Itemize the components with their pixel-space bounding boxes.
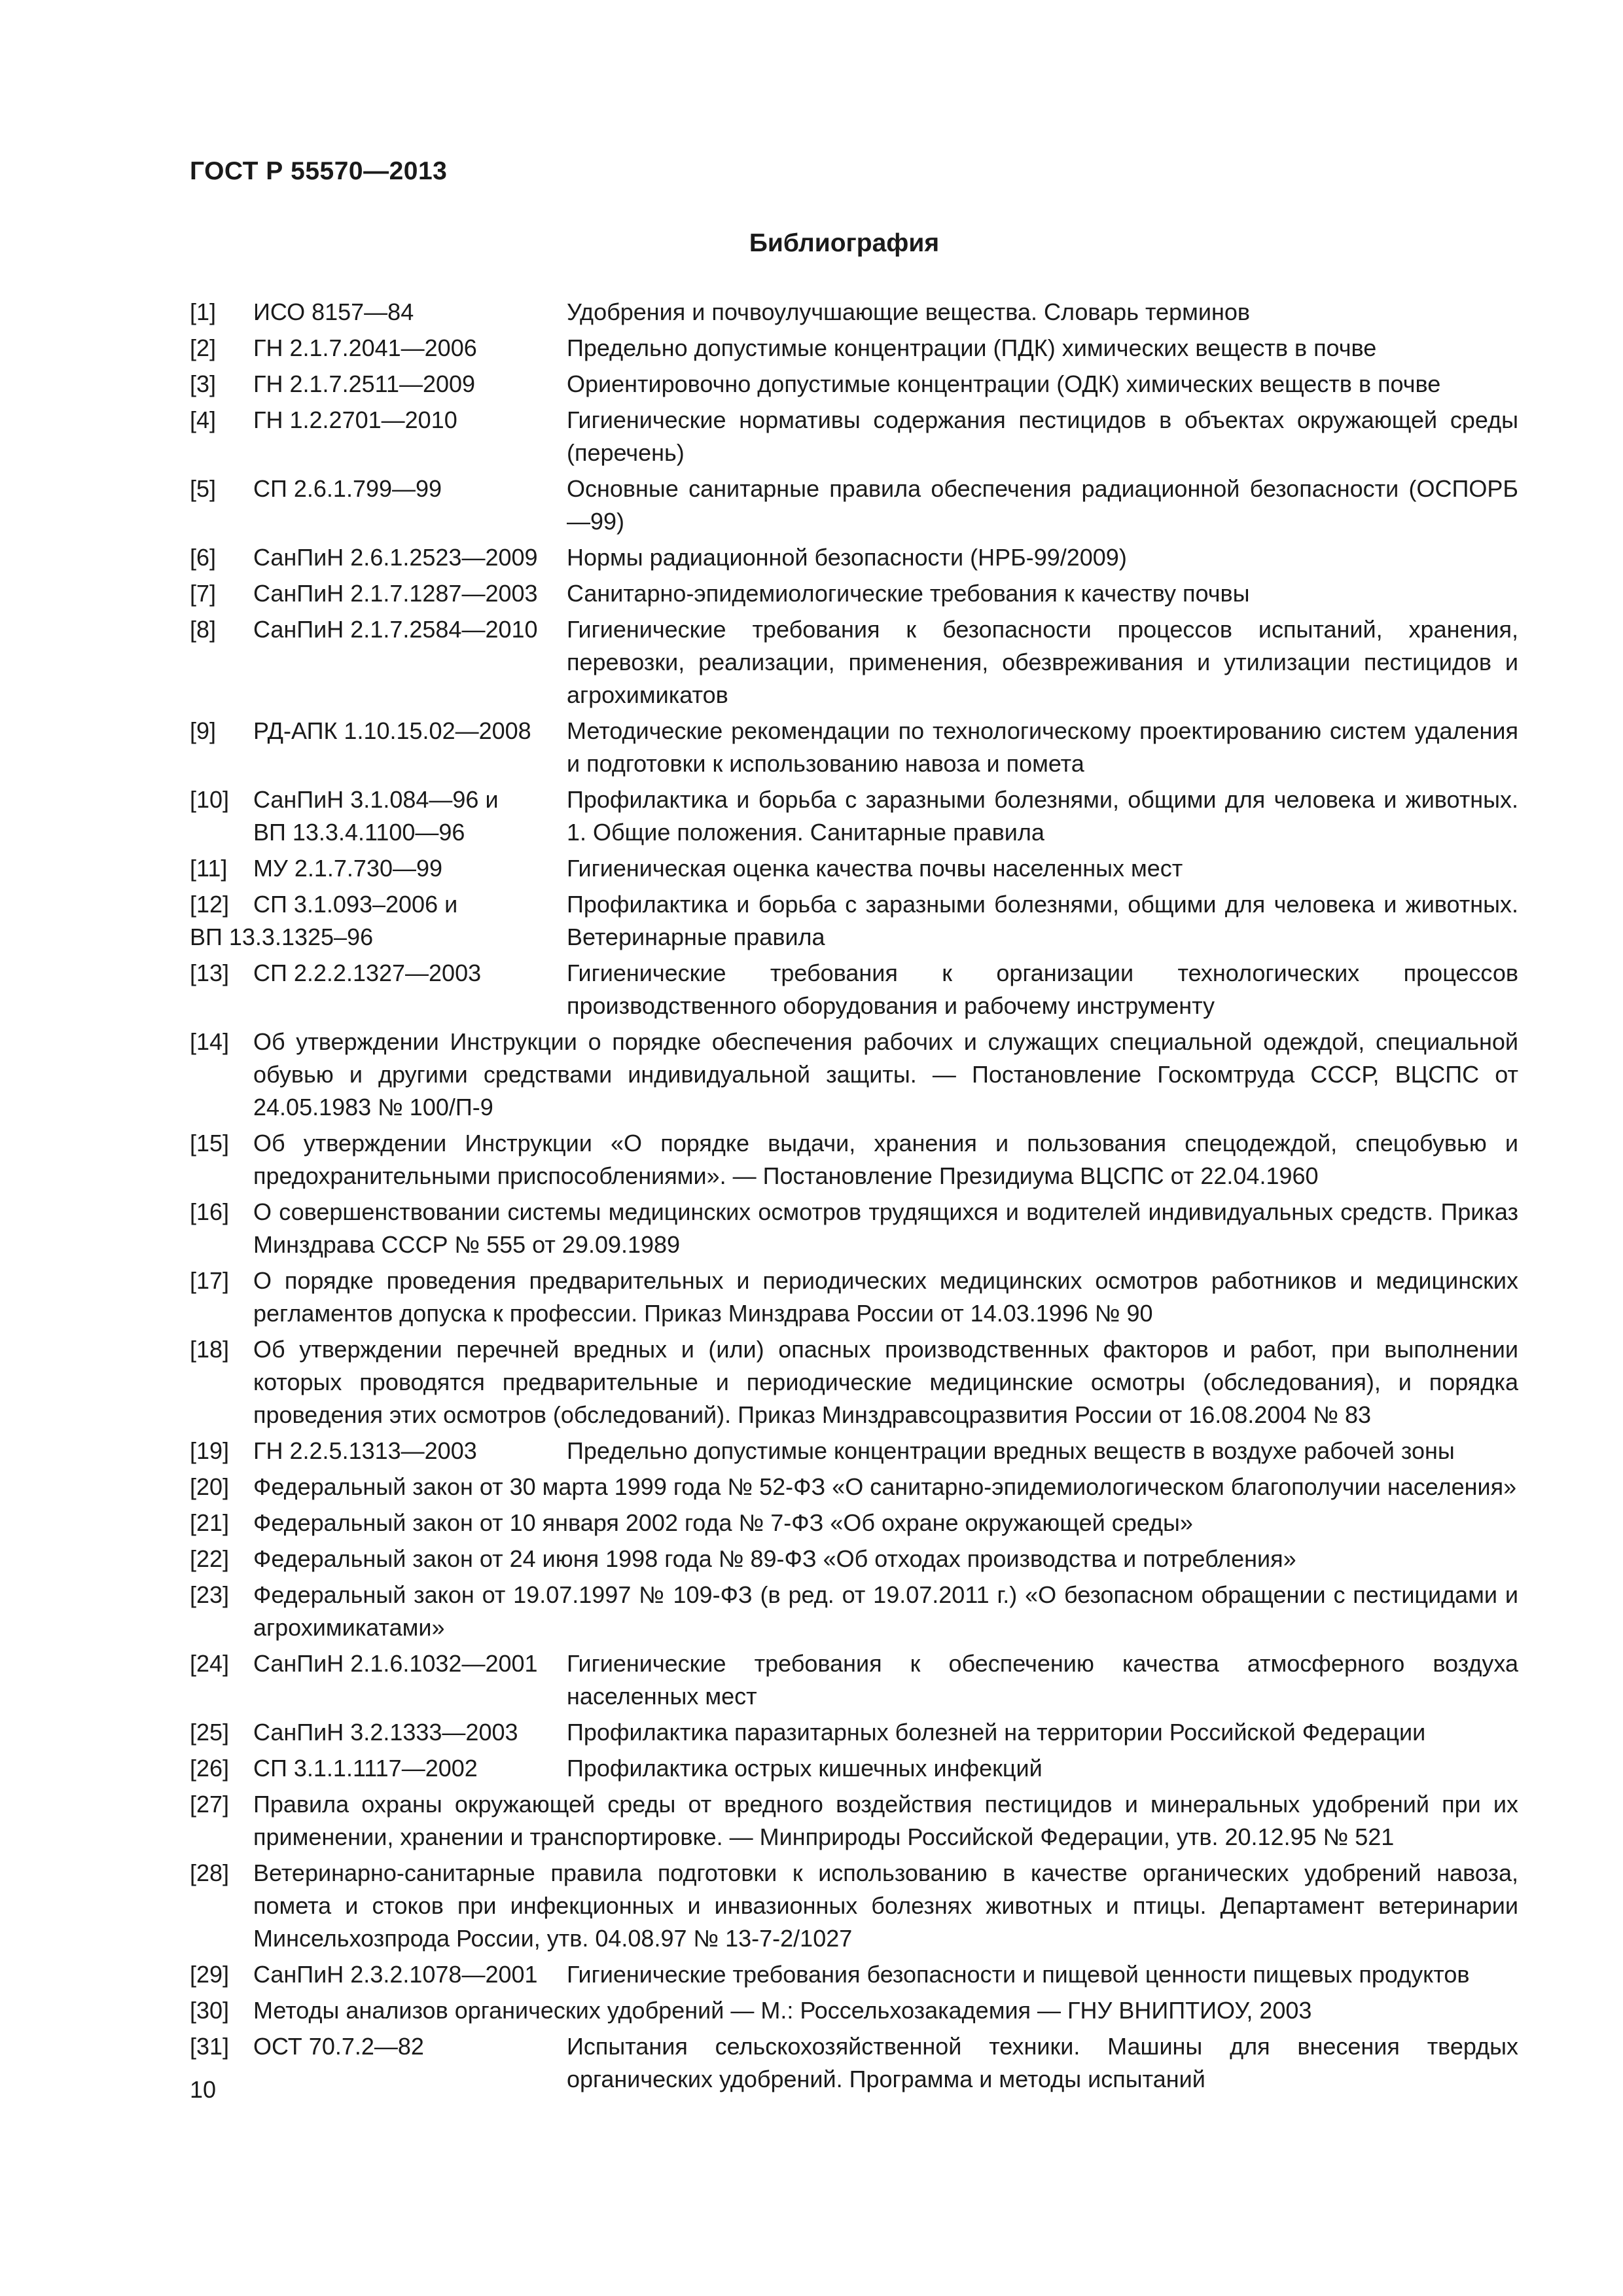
bibliography-entry-12	[190, 888, 1518, 954]
bibliography-list	[190, 296, 1518, 2096]
entry-number: [30]	[190, 1997, 230, 2024]
entry-text: Об утверждении Инструкции о порядке обеспечения рабочих и служащих специальной одеждой, специальной обувью и другими средствами индивидуальной защиты. — Постановление Госкомтруда СССР, ВЦСПС от 24.05.1983 № 100/П-9	[253, 1028, 1518, 1121]
entry-description: Гигиенические требования к безопасности процессов испытаний, хранения, перевозки, реализации, применения, обезвреживания и утилизации пестицидов и агрохимикатов	[567, 616, 1518, 708]
bibliography-entry-4	[190, 404, 1518, 469]
bibliography-entry-9	[190, 715, 1518, 780]
entry-description: Предельно допустимые концентрации (ПДК) химических веществ в почве	[567, 334, 1377, 361]
entry-description: Профилактика и борьба с заразными болезнями, общими для человека и животных. 1. Общие положения. Санитарные правила	[567, 786, 1518, 846]
entry-code-line-2: ВП 13.3.1325–96	[190, 924, 374, 950]
bibliography-entry-31	[190, 2030, 1518, 2096]
bibliography-entry-23	[190, 1579, 1518, 1644]
entry-number: [16]	[190, 1198, 230, 1225]
entry-code-line-1: СанПиН 3.1.084—96 и	[253, 786, 499, 813]
bibliography-entry-20	[190, 1471, 1518, 1503]
bibliography-entry-22	[190, 1543, 1518, 1575]
bibliography-entry-17	[190, 1265, 1518, 1330]
entry-text: Федеральный закон от 10 января 2002 года № 7-ФЗ «Об охране окружающей среды»	[253, 1509, 1193, 1536]
entry-number: [25]	[190, 1719, 230, 1746]
entry-number: [1]	[190, 298, 217, 325]
bibliography-entry-24	[190, 1647, 1518, 1713]
entry-code: СП 3.1.1.1117—2002	[253, 1755, 478, 1782]
entry-code: РД-АПК 1.10.15.02—2008	[253, 717, 531, 744]
entry-number: [14]	[190, 1028, 230, 1055]
entry-number: [13]	[190, 960, 230, 986]
entry-number: [8]	[190, 616, 217, 643]
entry-text: Федеральный закон от 19.07.1997 № 109-ФЗ (в ред. от 19.07.2011 г.) «О безопасном обращении с пестицидами и агрохимикатами»	[253, 1581, 1518, 1641]
entry-number: [18]	[190, 1336, 230, 1363]
entry-text: Федеральный закон от 24 июня 1998 года № 89-ФЗ «Об отходах производства и потребления»	[253, 1545, 1296, 1572]
entry-text: Ветеринарно-санитарные правила подготовки к использованию в качестве органических удобрений навоза, помета и стоков при инфекционных и инвазионных болезнях животных и птицы. Департамент ветеринарии Минсельхозпрода России, утв. 04.08.97 № 13-7-2/1027	[253, 1859, 1518, 1952]
bibliography-entry-27	[190, 1788, 1518, 1854]
bibliography-entry-25	[190, 1716, 1518, 1749]
entry-code: СанПиН 2.3.2.1078—2001	[253, 1961, 538, 1988]
entry-number: [3]	[190, 370, 217, 397]
entry-number: [21]	[190, 1509, 230, 1536]
entry-text: О совершенствовании системы медицинских осмотров трудящихся и водителей индивидуальных средств. Приказ Минздрава СССР № 555 от 29.09.1989	[253, 1198, 1518, 1258]
entry-code: ГН 2.1.7.2041—2006	[253, 334, 477, 361]
entry-description: Гигиенические требования безопасности и пищевой ценности пищевых продуктов	[567, 1961, 1470, 1988]
entry-code: ОСТ 70.7.2—82	[253, 2033, 424, 2060]
bibliography-entry-28	[190, 1857, 1518, 1955]
entry-description: Удобрения и почвоулучшающие вещества. Словарь терминов	[567, 298, 1250, 325]
bibliography-entry-19	[190, 1435, 1518, 1467]
entry-text: Федеральный закон от 30 марта 1999 года № 52-ФЗ «О санитарно-эпидемиологическом благополучии населения»	[253, 1473, 1517, 1500]
entry-code: СанПиН 3.2.1333—2003	[253, 1719, 518, 1746]
entry-code: ГН 2.2.5.1313—2003	[253, 1437, 477, 1464]
entry-number: [7]	[190, 580, 217, 607]
bibliography-entry-1	[190, 296, 1518, 329]
document-code: ГОСТ Р 55570—2013	[190, 157, 448, 185]
bibliography-entry-6	[190, 541, 1518, 574]
entry-code: ИСО 8157—84	[253, 298, 414, 325]
entry-text: Правила охраны окружающей среды от вредного воздействия пестицидов и минеральных удобрений при их применении, хранении и транспортировке. — Минприроды Российской Федерации, утв. 20.12.95 № 521	[253, 1791, 1518, 1850]
entry-number: [26]	[190, 1755, 230, 1782]
entry-code: ГН 1.2.2701—2010	[253, 406, 457, 433]
entry-description: Гигиенические требования к обеспечению качества атмосферного воздуха населенных мест	[567, 1650, 1518, 1710]
entry-text: Об утверждении перечней вредных и (или) опасных производственных факторов и работ, при выполнении которых проводятся предварительные и периодические медицинские осмотры (обследования), и порядка проведения этих осмотров (обследований). Приказ Минздравсоцразвития России от 16.08.2004 № 83	[253, 1336, 1518, 1428]
entry-number: [22]	[190, 1545, 230, 1572]
entry-description: Гигиеническая оценка качества почвы населенных мест	[567, 855, 1183, 882]
entry-code: СП 3.1.093–2006 и	[253, 891, 458, 918]
entry-description: Гигиенические требования к организации технологических процессов производственного оборудования и рабочему инструменту	[567, 960, 1518, 1019]
entry-number: [4]	[190, 406, 217, 433]
bibliography-entry-16	[190, 1196, 1518, 1261]
entry-number: [15]	[190, 1130, 230, 1157]
entry-number: [28]	[190, 1859, 230, 1886]
entry-code	[253, 783, 499, 849]
entry-number: [19]	[190, 1437, 230, 1464]
entry-code: СП 2.2.2.1327—2003	[253, 960, 482, 986]
page-title: Библиография	[749, 229, 940, 257]
entry-number: [6]	[190, 544, 217, 571]
bibliography-entry-10	[190, 783, 1518, 849]
entry-code: ГН 2.1.7.2511—2009	[253, 370, 476, 397]
entry-number: [12]	[190, 891, 230, 918]
entry-description: Нормы радиационной безопасности (НРБ-99/2009)	[567, 544, 1127, 571]
entry-description: Основные санитарные правила обеспечения радиационной безопасности (ОСПОРБ—99)	[567, 475, 1518, 535]
entry-number: [10]	[190, 786, 230, 813]
entry-description: Профилактика острых кишечных инфекций	[567, 1755, 1043, 1782]
entry-text: Об утверждении Инструкции «О порядке выдачи, хранения и пользования спецодеждой, спецобувью и предохранительными приспособлениями». — Постановление Президиума ВЦСПС от 22.04.1960	[253, 1130, 1518, 1189]
entry-number: [2]	[190, 334, 217, 361]
entry-number: [20]	[190, 1473, 230, 1500]
entry-description: Гигиенические нормативы содержания пестицидов в объектах окружающей среды (перечень)	[567, 406, 1518, 466]
entry-code: СанПиН 2.1.7.1287—2003	[253, 580, 538, 607]
entry-text: О порядке проведения предварительных и периодических медицинских осмотров работников и медицинских регламентов допуска к профессии. Приказ Минздрава России от 14.03.1996 № 90	[253, 1267, 1518, 1327]
entry-number: [17]	[190, 1267, 230, 1294]
bibliography-entry-21	[190, 1507, 1518, 1539]
bibliography-entry-29	[190, 1958, 1518, 1991]
bibliography-entry-7	[190, 577, 1518, 610]
entry-number: [23]	[190, 1581, 230, 1608]
entry-description: Предельно допустимые концентрации вредных веществ в воздухе рабочей зоны	[567, 1437, 1455, 1464]
bibliography-entry-11	[190, 852, 1518, 885]
entry-description: Испытания сельскохозяйственной техники. Машины для внесения твердых органических удобрений. Программа и методы испытаний	[567, 2033, 1518, 2092]
entry-number: [5]	[190, 475, 217, 502]
entry-description: Санитарно-эпидемиологические требования к качеству почвы	[567, 580, 1250, 607]
entry-code: СанПиН 2.1.7.2584—2010	[253, 616, 538, 643]
entry-code: СанПиН 2.6.1.2523—2009	[253, 544, 538, 571]
bibliography-entry-18	[190, 1333, 1518, 1431]
entry-number: [29]	[190, 1961, 230, 1988]
bibliography-entry-15	[190, 1127, 1518, 1193]
entry-number: [11]	[190, 855, 228, 882]
bibliography-entry-13	[190, 957, 1518, 1022]
bibliography-entry-5	[190, 473, 1518, 538]
bibliography-entry-3	[190, 368, 1518, 401]
entry-code: МУ 2.1.7.730—99	[253, 855, 443, 882]
bibliography-entry-26	[190, 1752, 1518, 1785]
entry-number: [24]	[190, 1650, 230, 1677]
bibliography-entry-30	[190, 1994, 1518, 2027]
entry-description: Профилактика и борьба с заразными болезнями, общими для человека и животных. Ветеринарные правила	[567, 891, 1518, 950]
bibliography-entry-14	[190, 1026, 1518, 1124]
entry-number: [9]	[190, 717, 217, 744]
entry-code: СанПиН 2.1.6.1032—2001	[253, 1650, 538, 1677]
page-number: 10	[190, 2076, 217, 2103]
entry-code: СП 2.6.1.799—99	[253, 475, 442, 502]
bibliography-entry-2	[190, 332, 1518, 365]
entry-number: [31]	[190, 2033, 230, 2060]
entry-number: [27]	[190, 1791, 230, 1818]
bibliography-entry-8	[190, 613, 1518, 711]
entry-code-line-2: ВП 13.3.4.1100—96	[253, 819, 465, 846]
entry-text: Методы анализов органических удобрений — М.: Россельхозакадемия — ГНУ ВНИПТИОУ, 2003	[253, 1997, 1312, 2024]
entry-description: Профилактика паразитарных болезней на территории Российской Федерации	[567, 1719, 1426, 1746]
entry-description: Ориентировочно допустимые концентрации (ОДК) химических веществ в почве	[567, 370, 1441, 397]
entry-description: Методические рекомендации по технологическому проектированию систем удаления и подготовки к использованию навоза и помета	[567, 717, 1518, 777]
